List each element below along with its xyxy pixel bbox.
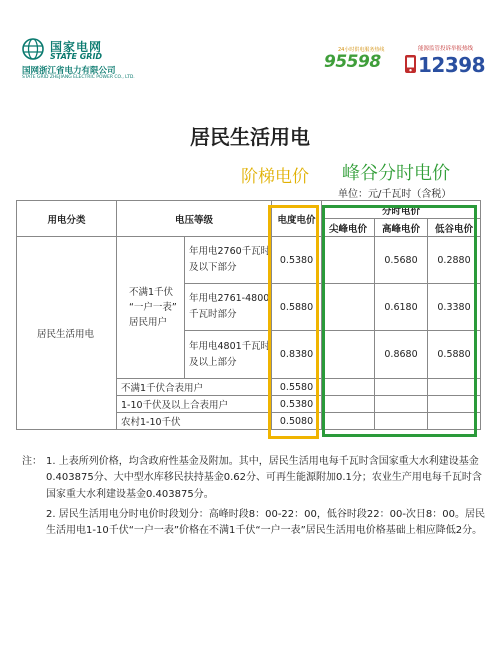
- time-of-use-price-title: 峰谷分时电价: [342, 163, 450, 184]
- tou-price-highlight-box: [322, 205, 477, 437]
- category-cell: 居民生活用电: [17, 237, 117, 430]
- tiered-price-title: 阶梯电价: [241, 167, 309, 187]
- tier-band-cell: 年用电2761-4800千瓦时部分: [185, 284, 272, 331]
- header-voltage: 电压等级: [117, 201, 272, 237]
- subsidiary-name-cn: 国网浙江省电力有限公司: [22, 66, 116, 76]
- hotline-95598-caption: 24小时供电服务热线: [338, 47, 385, 53]
- phone-icon: [404, 54, 417, 74]
- other-user-label: 不满1千伏合表用户: [117, 379, 272, 396]
- notes-section: [22, 454, 492, 539]
- tier-valley-cell: 0.2880: [428, 237, 481, 284]
- hotline-12398-caption: 能源监管投诉举报热线: [418, 46, 474, 52]
- tiered-price-highlight-box: [268, 205, 319, 439]
- header-valley: 低谷电价: [428, 219, 481, 237]
- other-user-label: 1-10千伏及以上合表用户: [117, 396, 272, 413]
- globe-icon: [22, 38, 44, 60]
- header-peak-sharp: 尖峰电价: [322, 219, 375, 237]
- note-text: 上表所列价格，均含政府性基金及附加。其中，居民生活用电每千瓦时含国家重大水利建设基金0.403875分、大中型水库移民扶持基金0.62分、可再生能源附加0.1分；农业生产用电每千瓦时含国家重大水利建设基金0.403875分。: [46, 456, 482, 500]
- header-energy-price: 电度电价: [272, 201, 322, 237]
- tier-peak-cell: 0.6180: [375, 284, 428, 331]
- voltage-group-cell: [117, 237, 185, 379]
- subsidiary-name-en: STATE GRID ZHEJIANG ELECTRIC POWER CO., LTD.: [22, 75, 135, 80]
- company-name-en: STATE GRID: [50, 52, 103, 61]
- tier-peak-cell: 0.5680: [375, 237, 428, 284]
- header-tou: 分时电价: [322, 201, 481, 219]
- page-title: 居民生活用电: [190, 125, 310, 149]
- hotline-12398-badge: [404, 44, 484, 80]
- tier-valley-cell: 0.5880: [428, 331, 481, 379]
- unit-note: 单位：元/千瓦时（含税）: [338, 189, 452, 200]
- other-user-price: 0.5380: [272, 396, 322, 413]
- tier-peak-cell: 0.8680: [375, 331, 428, 379]
- notes-label: 注：: [22, 456, 42, 467]
- company-name-cn: 国家电网: [50, 40, 103, 54]
- note-text: 居民生活用电分时电价时段划分：高峰时段8：00-22：00，低谷时段22：00-次日8：00。居民生活用电1-10千伏“一户一表”价格在不满1千伏“一户一表”居民生活用电价格基础上相应降低2分。: [46, 508, 486, 537]
- other-user-price: 0.5580: [272, 379, 322, 396]
- tier-valley-cell: 0.3380: [428, 284, 481, 331]
- header-peak: 高峰电价: [375, 219, 428, 237]
- note-item-1: [22, 454, 492, 503]
- note-item-2: [22, 507, 492, 540]
- header-category: 用电分类: [17, 201, 117, 237]
- tier-price-cell: 0.8380: [272, 331, 322, 379]
- tier-band-cell: 年用电2760千瓦时及以下部分: [185, 237, 272, 284]
- hotline-95598-badge: [324, 46, 402, 78]
- state-grid-logo: [22, 38, 162, 82]
- note-number: 1.: [46, 456, 56, 467]
- note-number: 2.: [46, 508, 56, 520]
- tier-price-cell: 0.5380: [272, 237, 322, 284]
- hotline-95598-number: 95598: [324, 52, 381, 72]
- hotline-12398-number: 12398: [418, 53, 486, 77]
- tier-band-cell: 年用电4801千瓦时及以上部分: [185, 331, 272, 379]
- other-user-label: 农村1-10千伏: [117, 413, 272, 430]
- other-user-price: 0.5080: [272, 413, 322, 430]
- tier-price-cell: 0.5880: [272, 284, 322, 331]
- voltage-group-text: 不满1千伏 “一户一表” 居民用户: [129, 287, 177, 328]
